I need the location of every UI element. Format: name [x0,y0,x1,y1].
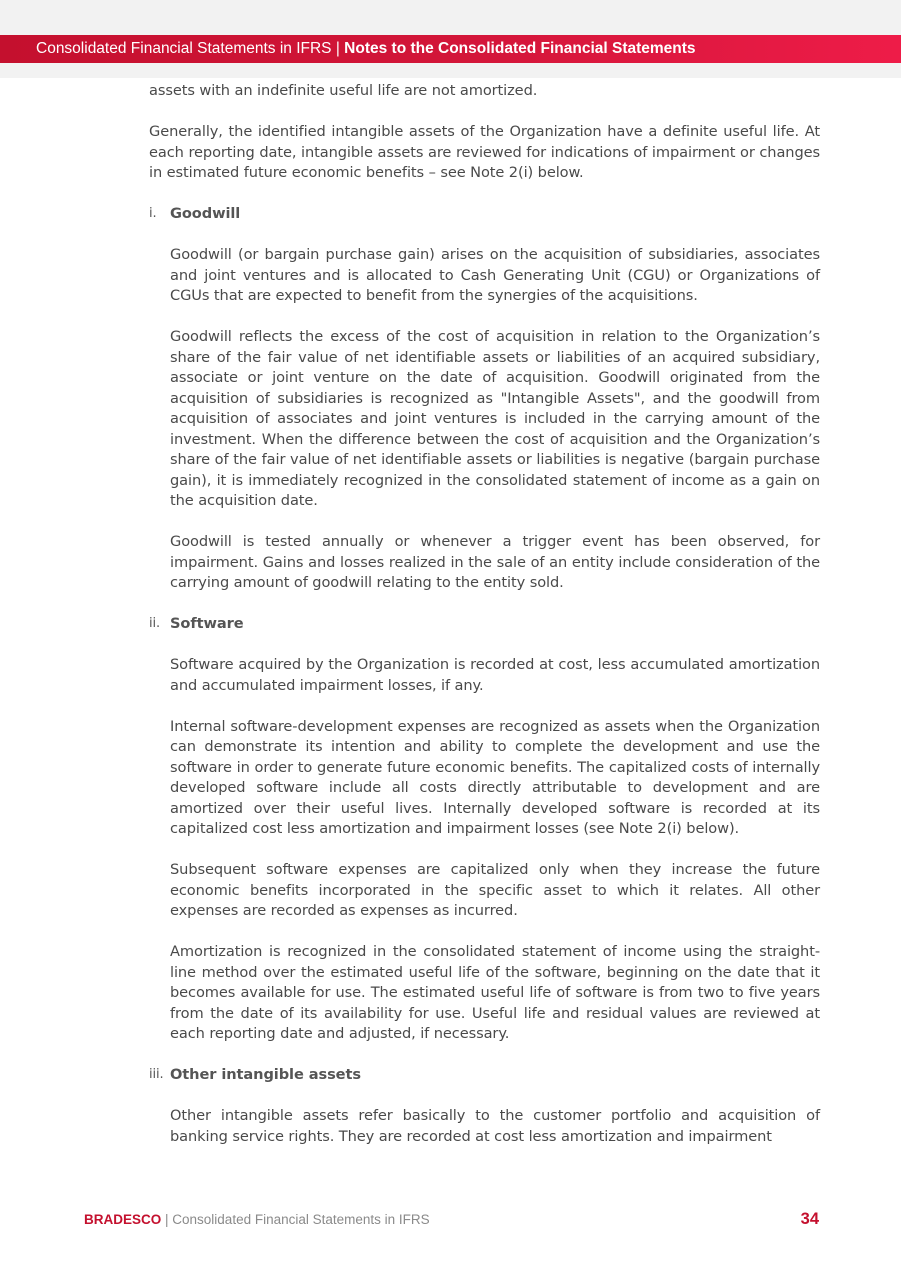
section-heading-other-intangible-assets [149,1065,820,1086]
footer-title: Consolidated Financial Statements in IFRS [172,1212,430,1227]
section-title: Software [170,615,244,632]
header-section-title: Notes to the Consolidated Financial Statements [344,40,696,57]
section-heading-goodwill [149,204,820,225]
page-number: 34 [800,1210,819,1228]
header-text [36,35,696,63]
software-paragraph-1: Software acquired by the Organization is recorded at cost, less accumulated amortization and accumulated impairment losses, if any. [170,656,820,694]
software-paragraph-2: Internal software-development expenses are recognized as assets when the Organization can demonstrate its intention and ability to complete the development and use the software in order to generate future economic benefits. The capitalized costs of internally developed software include all costs directly attributable to development and are amortized over their useful lives. Internally developed software is recorded at its capitalized cost less amortization and impairment losses (see Note 2(i) below). [170,717,820,837]
section-title: Other intangible assets [170,1066,361,1083]
goodwill-paragraph-2: Goodwill reflects the excess of the cost of acquisition in relation to the Organization’s share of the fair value of net identifiable assets or liabilities of an acquired subsidiary, associate or joint venture on the date of acquisition. Goodwill originated from the acquisition of subsidiaries is recognized as "Intangible Assets", and the goodwill from acquisition of associates and joint ventures is included in the carrying amount of the investment. When the difference between the cost of acquisition and the Organization’s share of the fair value of net identifiable assets or liabilities is negative (bargain purchase gain), it is immediately recognized in the consolidated statement of income as a gain on the acquisition date. [170,328,820,509]
footer-brand: BRADESCO [84,1212,162,1227]
goodwill-paragraph-3: Goodwill is tested annually or whenever a trigger event has been observed, for impairment. Gains and losses realized in the sale of an entity include consideration of the carrying amount of goodwill relating to the entity sold. [170,533,820,591]
intro-paragraph-1: assets with an indefinite useful life are not amortized. [149,82,538,99]
page-footer [84,1210,819,1230]
page-header [0,35,901,63]
section-numeral: iii. [149,1067,164,1082]
header-doc-title: Consolidated Financial Statements in IFRS | [36,40,345,57]
software-paragraph-3: Subsequent software expenses are capitalized only when they increase the future economic benefits incorporated in the specific asset to which it relates. All other expenses are recorded as expenses as incurred. [170,861,820,919]
page-content [149,81,820,1168]
software-paragraph-4: Amortization is recognized in the consolidated statement of income using the straight-line method over the estimated useful life of the software, beginning on the date that it becomes available for use. The estimated useful life of software is from two to five years from the date of its availability for use. Useful life and residual values are reviewed at each reporting date and adjusted, if necessary. [170,943,820,1042]
footer-doc-title [84,1212,430,1227]
goodwill-paragraph-1: Goodwill (or bargain purchase gain) arises on the acquisition of subsidiaries, associates and joint ventures and is allocated to Cash Generating Unit (CGU) or Organizations of CGUs that are expected to benefit from the synergies of the acquisitions. [170,246,820,304]
section-heading-software [149,614,820,635]
section-title: Goodwill [170,205,241,222]
other-intangible-paragraph-1: Other intangible assets refer basically to the customer portfolio and acquisition of banking service rights. They are recorded at cost less amortization and impairment [170,1107,820,1145]
intro-paragraph-2: Generally, the identified intangible assets of the Organization have a definite useful life. At each reporting date, intangible assets are reviewed for indications of impairment or changes in estimated future economic benefits – see Note 2(i) below. [149,123,820,181]
section-numeral: i. [149,206,157,221]
footer-separator: | [161,1212,173,1227]
section-numeral: ii. [149,616,161,631]
